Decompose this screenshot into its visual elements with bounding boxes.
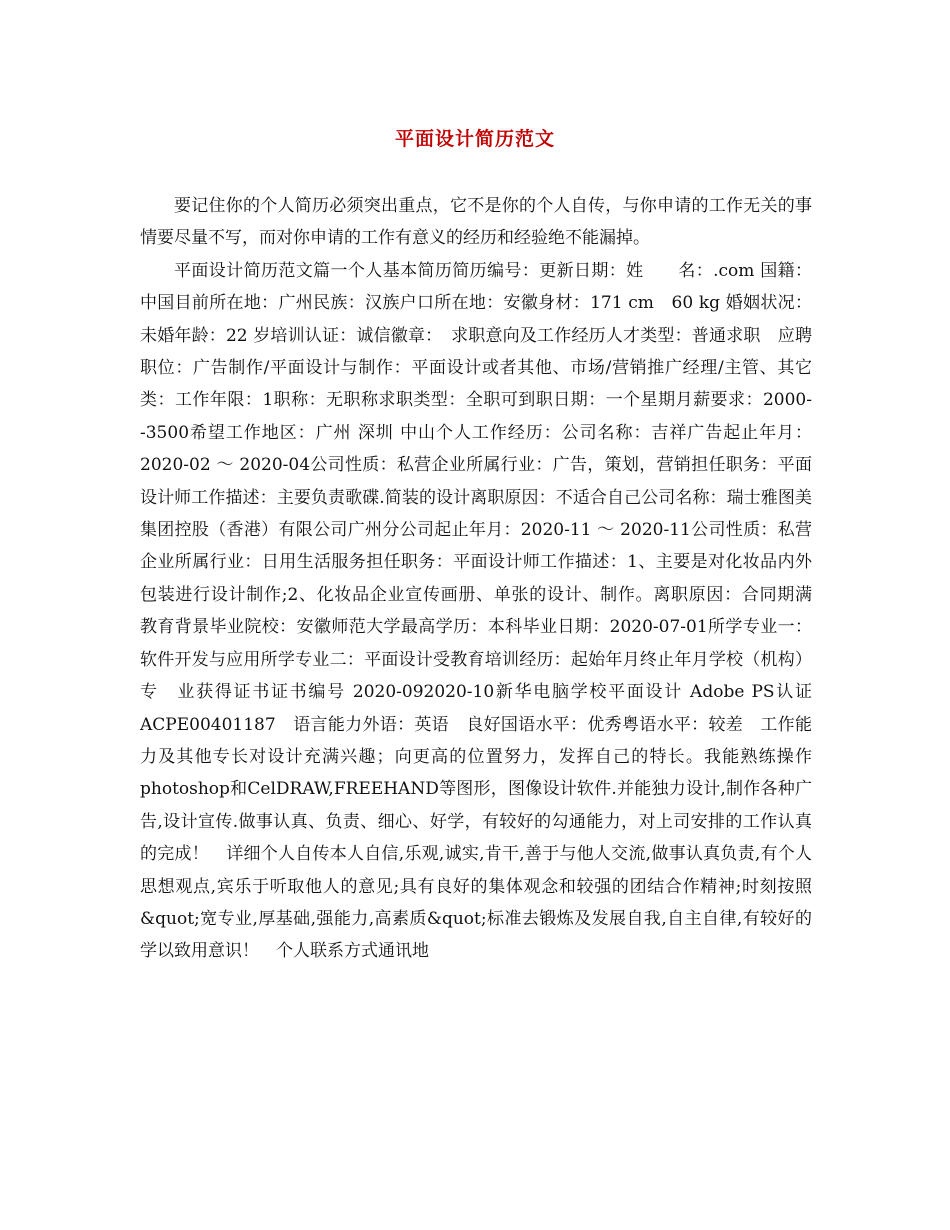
document-body (140, 190, 829, 968)
document-title: 平面设计简历范文 (394, 128, 555, 150)
intro-paragraph: 要记住你的个人简历必须突出重点，它不是你的个人自传，与你申请的工作无关的事情要尽量不写，而对你申请的工作有意义的经历和经验绝不能漏掉。 (140, 196, 812, 249)
resume-paragraph: 平面设计简历范文篇一个人基本简历简历编号：更新日期：姓 名：.com 国籍：中国目前所在地：广州民族：汉族户口所在地：安徽身材：171 cm 60 kg 婚姻状况：未婚年龄：22 岁培训认证：诚信徽章： 求职意向及工作经历人才类型：普通求职 应聘职位：广告制作/平面设计与制作：平面设计或者其他、市场/营销推广经理/主管、其它类：工作年限：1职称：无职称求职类型：全职可到职日期：一个星期月薪要求：2000--3500希望工作地区：广州 深圳 中山个人工作经历：公司名称：吉祥广告起止年月：2020-02 ～ 2020-04公司性质：私营企业所属行业：广告，策划，营销担任职务：平面设计师工作描述：主要负责歌碟.简装的设计离职原因：不适合自己公司名称：瑞士雅图美集团控股（香港）有限公司广州分公司起止年月：2020-11 ～ 2020-11公司性质：私营企业所属行业：日用生活服务担任职务：平面设计师工作描述：1、主要是对化妆品内外包装进行设计制作;2、化妆品企业宣传画册、单张的设计、制作。离职原因：合同期满 教育背景毕业院校：安徽师范大学最高学历：本科毕业日期：2020-07-01所学专业一：软件开发与应用所学专业二：平面设计受教育培训经历：起始年月终止年月学校（机构）专 业获得证书证书编号 2020-092020-10新华电脑学校平面设计 Adobe PS认证 ACPE00401187 语言能力外语：英语 良好国语水平：优秀粤语水平：较差 工作能力及其他专长对设计充满兴趣；向更高的位置努力，发挥自己的特长。我能熟练操作photoshop和CelDRAW,FREEHAND等图形，图像设计软件.并能独力设计,制作各种广告,设计宣传.做事认真、负责、细心、好学，有较好的勾通能力，对上司安排的工作认真的完成！ 详细个人自传本人自信,乐观,诚实,肯干,善于与他人交流,做事认真负责,有个人思想观点,宾乐于听取他人的意见;具有良好的集体观念和较强的团结合作精神;时刻按照&quot;宽专业,厚基础,强能力,高素质&quot;标准去锻炼及发展自我,自主自律,有较好的学以致用意识！ 个人联系方式通讯地 (140, 260, 829, 962)
